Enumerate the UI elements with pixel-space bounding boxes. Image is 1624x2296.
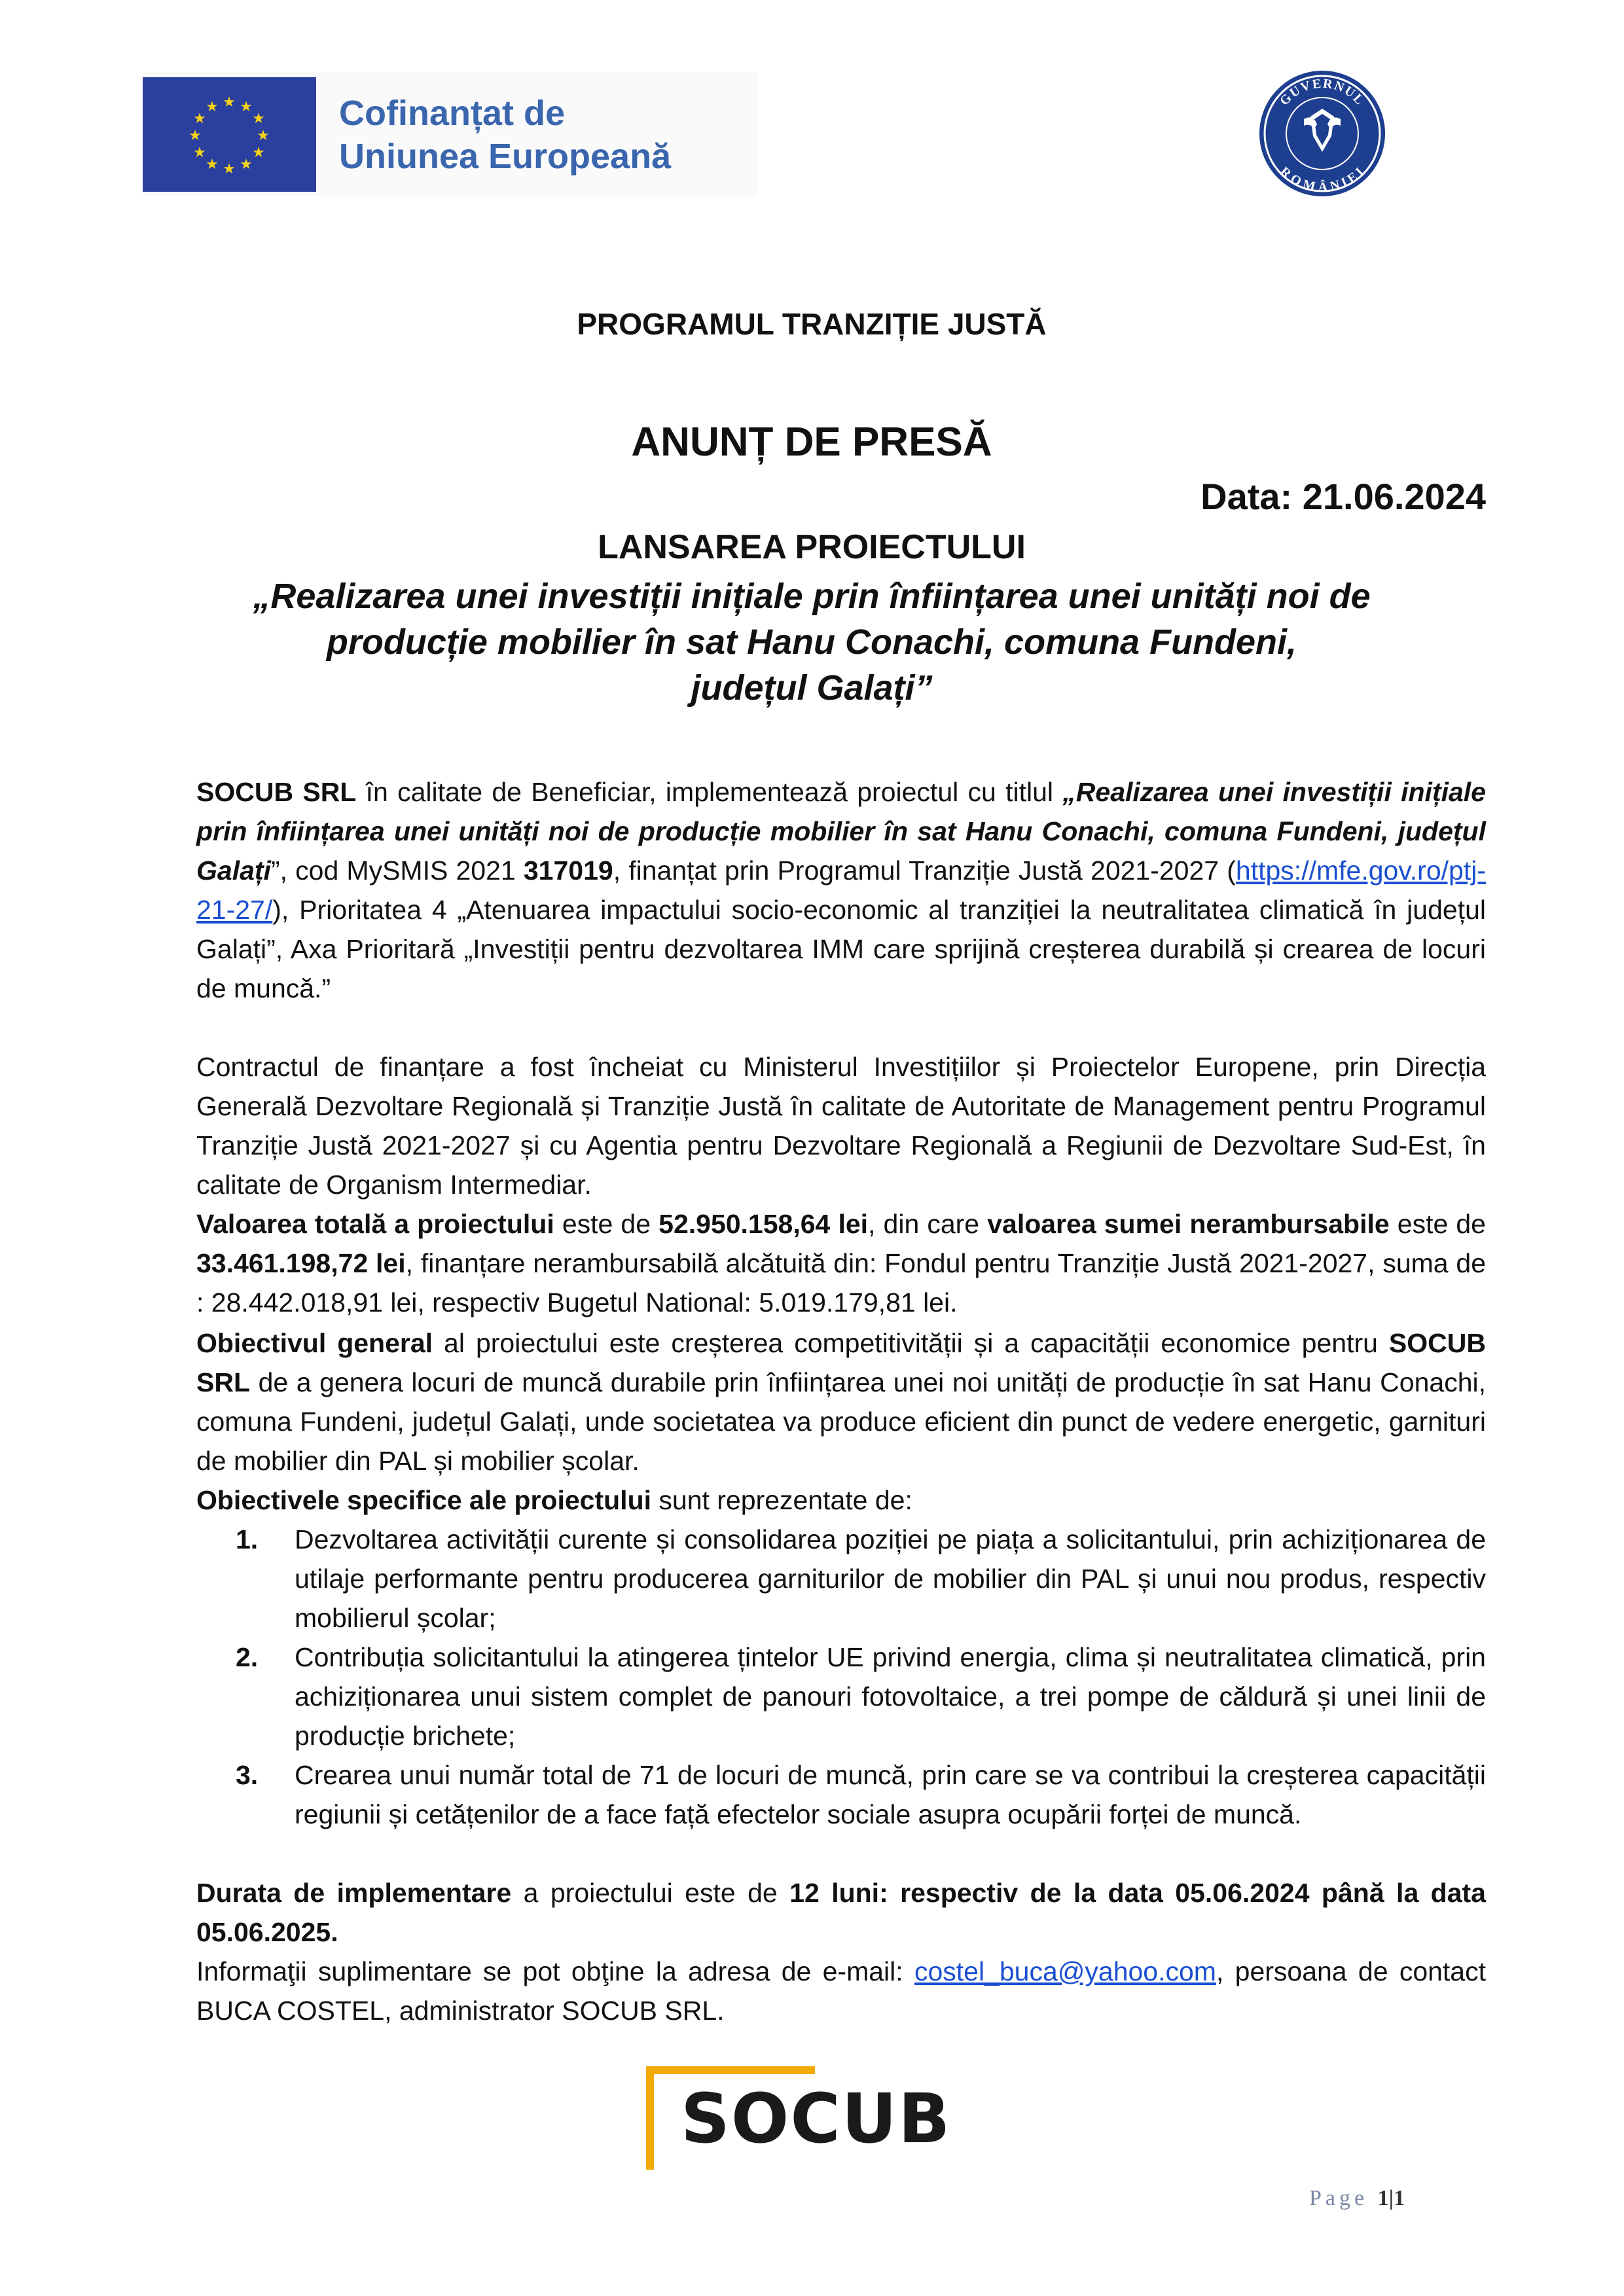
general-objective-paragraph: [196, 1323, 1486, 1480]
text: în calitate de Beneficiar, implementează proiectul cu titlul: [356, 777, 1063, 807]
list-number: 2.: [236, 1642, 259, 1672]
project-title-line2: producție mobilier în sat Hanu Conachi, comuna Fundeni,: [326, 622, 1297, 662]
text: sunt reprezentate de:: [651, 1485, 912, 1515]
program-title: PROGRAMUL TRANZIȚIE JUSTĂ: [577, 307, 1047, 341]
svg-text:★: ★: [223, 94, 236, 111]
svg-text:GUVERNUL: GUVERNUL: [1277, 76, 1368, 109]
list-item-text: Dezvoltarea activității curente și consolidarea poziției pe piața a solicitantului, prin achiziționarea de utilaje performante pentru producerea garniturilor de mobilier din PAL și unui nou produs, respectiv mobilierul școlar;: [295, 1524, 1486, 1633]
contact-email-link[interactable]: costel_buca@yahoo.com: [914, 1956, 1216, 1986]
page-current: 1: [1377, 2186, 1389, 2210]
svg-text:★: ★: [240, 156, 253, 173]
contract-paragraph: Contractul de finanțare a fost încheiat cu Ministerul Investițiilor și Proiectelor Europene, prin Direcția Generală Dezvoltare Regională și Tranziție Justă în calitate de Autoritate de Management pentru Programul Tranziție Justă 2021-2027 și cu Agentia pentru Dezvoltare Regională a Regiunii de Dezvoltare Sud-Est, în calitate de Organism Intermediar.: [196, 1052, 1486, 1200]
svg-text:ROMÂNIEI: ROMÂNIEI: [1277, 164, 1368, 195]
svg-text:★: ★: [257, 128, 270, 144]
svg-text:★: ★: [193, 145, 206, 161]
list-number: 3.: [236, 1760, 259, 1790]
company-name: SOCUB SRL: [196, 1328, 1486, 1397]
list-item: [196, 1638, 1486, 1755]
project-title-inline: „Realizarea unei investiții inițiale prin înființarea unei unități noi de producție mobilier în sat Hanu Conachi, comuna Fundeni, județul Galați: [196, 777, 1486, 886]
contact-paragraph: [196, 1952, 1486, 2030]
eu-cofinancing-logo: [143, 72, 758, 196]
text: , persoana de contact BUCA COSTEL, administrator SOCUB SRL.: [196, 1956, 1487, 2026]
socub-logo: [645, 2065, 952, 2176]
value-paragraph: [196, 1204, 1486, 1322]
duration-value: 12 luni: respectiv de la data 05.06.2024 până la data 05.06.2025.: [196, 1878, 1486, 1947]
grant-value: 33.461.198,72 lei: [196, 1248, 406, 1278]
government-seal-icon: [1257, 68, 1388, 199]
svg-text:★: ★: [206, 156, 219, 173]
intro-paragraph: [196, 772, 1486, 1008]
svg-text:★: ★: [206, 99, 219, 115]
press-release-title: ANUNȚ DE PRESĂ: [631, 420, 992, 465]
text: este de: [554, 1209, 659, 1239]
mysmis-code: 317019: [523, 855, 613, 886]
socub-logo-text: SOCUB: [681, 2079, 952, 2159]
text: a proiectului este de: [511, 1878, 790, 1908]
page-total: 1: [1394, 2186, 1405, 2210]
eu-logo-text: [339, 92, 671, 178]
duration-paragraph: [196, 1873, 1486, 1952]
eu-logo-line2: Uniunea Europeană: [339, 137, 672, 176]
list-number: 1.: [236, 1524, 259, 1554]
total-value-label: Valoarea totală a proiectului: [196, 1209, 554, 1239]
svg-text:★: ★: [189, 128, 202, 144]
text: , finanțare nerambursabilă alcătuită din: Fondul pentru Tranziție Justă 2021-2027, suma de : 28.442.018,91 lei, respectiv Bugetul National: 5.019.179,81 lei.: [196, 1248, 1487, 1318]
objectives-list: [196, 1520, 1486, 1834]
launch-title: LANSAREA PROIECTULUI: [598, 528, 1026, 566]
project-title: [196, 573, 1427, 711]
total-value: 52.950.158,64 lei: [659, 1209, 869, 1239]
project-title-line1: „Realizarea unei investiții inițiale prin înființarea unei unități noi de: [253, 577, 1371, 616]
text: de a genera locuri de muncă durabile prin înființarea unei noi unități de producție în sat Hanu Conachi, comuna Fundeni, județul Galați, unde societatea va produce eficient din punct de vedere energetic, garnituri de mobilier din PAL și mobilier școlar.: [196, 1367, 1486, 1476]
text: al proiectului este creșterea competitivității și a capacității economice pentru: [433, 1328, 1389, 1358]
eu-flag-icon: [143, 77, 316, 192]
grant-value-label: valoarea sumei nerambursabile: [987, 1209, 1390, 1239]
press-date: Data: 21.06.2024: [1200, 476, 1486, 517]
specific-objectives-intro: [196, 1480, 1486, 1520]
eu-logo-line1: Cofinanțat de: [339, 94, 565, 133]
svg-text:★: ★: [252, 111, 265, 127]
list-item-text: Crearea unui număr total de 71 de locuri de muncă, prin care se va contribui la creșterea capacității regiunii și cetățenilor de a face față efectelor sociale asupra ocupării forței de muncă.: [295, 1760, 1486, 1829]
page-label: Page: [1309, 2186, 1369, 2210]
company-name: SOCUB SRL: [196, 777, 357, 807]
svg-text:★: ★: [223, 161, 236, 177]
page-separator: |: [1388, 2186, 1394, 2210]
text: ”, cod MySMIS 2021: [270, 855, 524, 886]
svg-text:★: ★: [240, 99, 253, 115]
svg-text:★: ★: [193, 111, 206, 127]
project-title-line3: județul Galați”: [691, 668, 933, 708]
list-item: [196, 1755, 1486, 1834]
page-number: [1309, 2186, 1479, 2211]
text: , din care: [868, 1209, 988, 1239]
list-item: [196, 1520, 1486, 1638]
general-objective-label: Obiectivul general: [196, 1328, 433, 1358]
list-item-text: Contribuția solicitantului la atingerea țintelor UE privind energia, clima și neutralitatea climatică, prin achiziționarea unui sistem complet de panouri fotovoltaice, a trei pompe de căldură și unei linii de producție brichete;: [295, 1642, 1486, 1751]
specific-objectives-label: Obiectivele specifice ale proiectului: [196, 1485, 651, 1515]
text: Informaţii suplimentare se pot obţine la adresa de e-mail:: [196, 1956, 914, 1986]
text: ), Prioritatea 4 „Atenuarea impactului socio-economic al tranziției la neutralitatea climatică în județul Galați”, Axa Prioritară „Investiții pentru dezvoltarea IMM care sprijină creșterea durabilă și crearea de locuri de muncă.”: [196, 895, 1486, 1003]
text: , finanțat prin Programul Tranziție Justă 2021-2027 (: [613, 855, 1236, 886]
text: este de: [1389, 1209, 1486, 1239]
svg-text:★: ★: [252, 145, 265, 161]
program-link[interactable]: https://mfe.gov.ro/ptj-21-27/: [196, 855, 1486, 925]
duration-label: Durata de implementare: [196, 1878, 512, 1908]
